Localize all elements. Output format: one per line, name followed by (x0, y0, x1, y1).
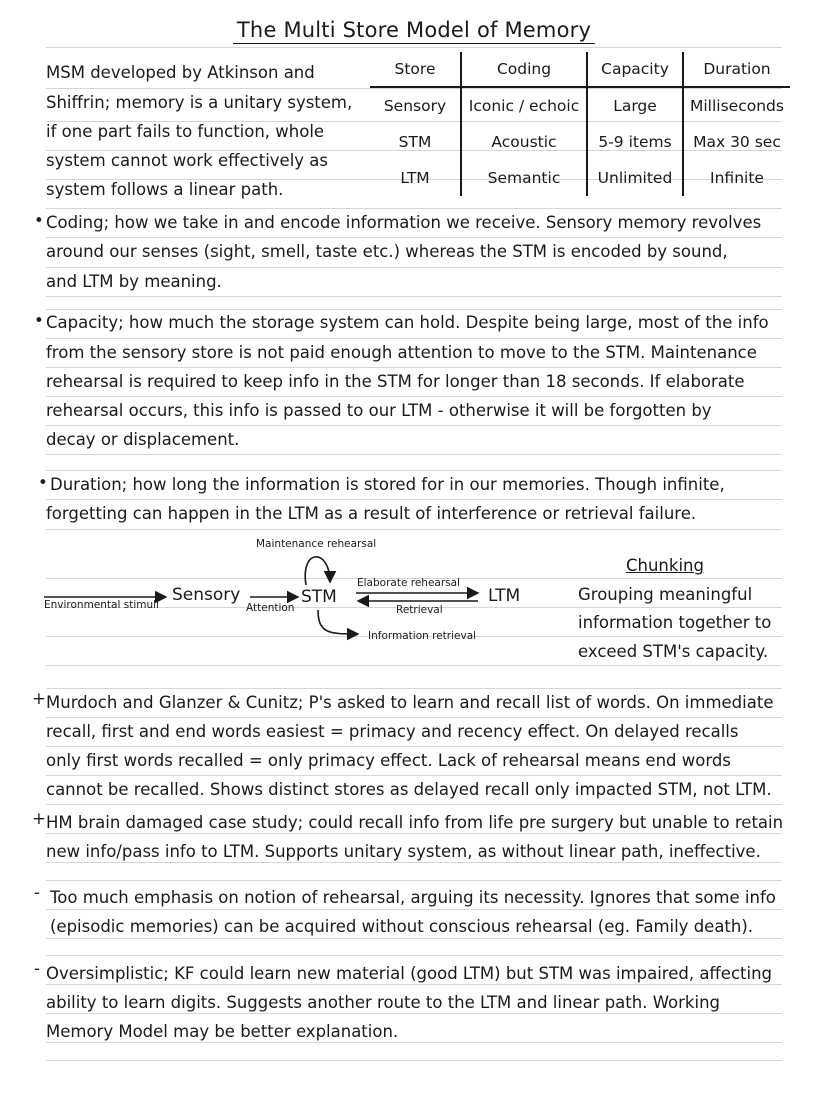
table-header-row (370, 52, 790, 87)
chunking-line: Grouping meaningful (578, 585, 753, 604)
table-cell: 5-9 items (587, 124, 683, 160)
table-cell: LTM (370, 160, 461, 196)
evaluation-line: new info/pass info to LTM. Supports unitary system, as without linear path, ineffective. (46, 842, 761, 861)
intro-line: Shiffrin; memory is a unitary system, (46, 93, 353, 112)
maintenance-label: Maintenance rehearsal (256, 538, 377, 550)
ltm-label: LTM (488, 586, 521, 606)
bullet-dot-icon: • (34, 311, 44, 330)
table-cell: STM (370, 124, 461, 160)
evaluation-line: HM brain damaged case study; could recall info from life pre surgery but unable to retain (46, 813, 784, 832)
bullet-line: decay or displacement. (46, 430, 240, 449)
minus-icon: - (34, 883, 40, 902)
bullet-line: Capacity; how much the storage system can hold. Despite being large, most of the info (46, 313, 769, 332)
table-cell: Milliseconds (690, 97, 784, 115)
evaluation-line: ability to learn digits. Suggests another route to the LTM and linear path. Working (46, 993, 721, 1012)
evaluation-line: Memory Model may be better explanation. (46, 1022, 399, 1041)
evaluation-line: Oversimplistic; KF could learn new material (good LTM) but STM was impaired, affecting (46, 964, 773, 983)
chunking-heading: Chunking (626, 556, 704, 575)
table-header: Capacity (587, 52, 683, 87)
maintenance-loop-arrow (305, 557, 330, 585)
sensory-label: Sensory (172, 585, 241, 605)
attention-label: Attention (246, 602, 295, 614)
bullet-line: rehearsal occurs, this info is passed to our LTM - otherwise it will be forgotten by (46, 401, 712, 420)
bullet-line: forgetting can happen in the LTM as a result of interference or retrieval failure. (46, 504, 697, 523)
plus-icon: + (32, 689, 46, 708)
bullet-line: Duration; how long the information is stored for in our memories. Though infinite, (50, 475, 725, 494)
table-header: Duration (683, 52, 790, 87)
chunking-line: exceed STM's capacity. (578, 642, 769, 661)
bullet-line: and LTM by meaning. (46, 272, 222, 291)
environmental-stimuli-label: Environmental stimuli (44, 599, 159, 611)
evaluation-line: Murdoch and Glanzer & Cunitz; P's asked to learn and recall list of words. On immediate (46, 693, 774, 712)
evaluation-line: (episodic memories) can be acquired without conscious rehearsal (eg. Family death). (50, 917, 754, 936)
bullet-dot-icon: • (34, 211, 44, 230)
intro-line: system follows a linear path. (46, 180, 284, 199)
elaborate-label: Elaborate rehearsal (357, 577, 460, 589)
intro-line: if one part fails to function, whole (46, 122, 325, 141)
bullet-line: Coding; how we take in and encode information we receive. Sensory memory revolves (46, 213, 762, 232)
minus-icon: - (34, 959, 40, 978)
page-title: The Multi Store Model of Memory (0, 18, 828, 42)
table-header: Coding (461, 52, 587, 87)
stm-label: STM (301, 587, 337, 607)
table-row (370, 87, 790, 124)
bullet-line: around our senses (sight, smell, taste etc.) whereas the STM is encoded by sound, (46, 242, 728, 261)
bullet-dot-icon: • (38, 473, 48, 492)
table-cell: Large (587, 87, 683, 124)
memory-store-table (370, 52, 790, 196)
intro-line: system cannot work effectively as (46, 151, 328, 170)
information-retrieval-label: Information retrieval (368, 630, 477, 642)
table-cell: Max 30 sec (693, 133, 781, 151)
table-cell: Sensory (370, 87, 461, 124)
evaluation-line: cannot be recalled. Shows distinct stores as delayed recall only impacted STM, not LTM. (46, 780, 772, 799)
intro-line: MSM developed by Atkinson and (46, 63, 315, 82)
evaluation-line: Too much emphasis on notion of rehearsal, arguing its necessity. Ignores that some info (50, 888, 776, 907)
table-row (370, 124, 790, 160)
table-cell: Infinite (710, 169, 764, 187)
evaluation-line: recall, first and end words easiest = primacy and recency effect. On delayed recalls (46, 722, 739, 741)
table-row (370, 160, 790, 196)
evaluation-line: only first words recalled = only primacy effect. Lack of rehearsal means end words (46, 751, 731, 770)
bullet-line: rehearsal is required to keep info in the STM for longer than 18 seconds. If elaborate (46, 372, 745, 391)
table-cell: Unlimited (587, 160, 683, 196)
information-retrieval-arrow (318, 610, 358, 634)
table-cell: Semantic (461, 160, 587, 196)
retrieval-label: Retrieval (396, 604, 443, 616)
table-cell: Iconic / echoic (461, 87, 587, 124)
table-cell: Acoustic (461, 124, 587, 160)
bullet-line: from the sensory store is not paid enough attention to move to the STM. Maintenance (46, 343, 757, 362)
table-header: Store (370, 52, 461, 87)
chunking-line: information together to (578, 613, 772, 632)
plus-icon: + (32, 809, 46, 828)
